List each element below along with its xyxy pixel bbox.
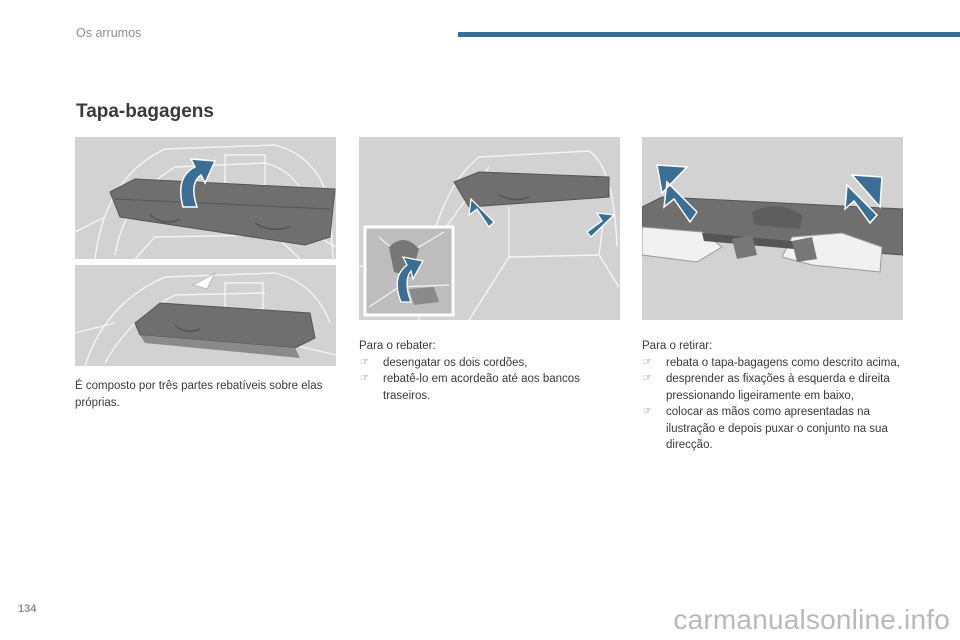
watermark: carmanualsonline.info (673, 604, 950, 635)
caption-remove (642, 338, 907, 454)
hand-pointer-icon: ☞ (360, 373, 369, 384)
hand-pointer-icon: ☞ (643, 373, 652, 384)
list-item: ☞ desengatar os dois cordões, (359, 355, 621, 372)
hand-pointer-icon: ☞ (643, 406, 652, 417)
list-item: ☞ desprender as fixações à esquerda e direita pressionando ligeiramente em baixo, (643, 373, 890, 402)
caption-fold (359, 338, 621, 404)
figure-remove-shelf (642, 137, 903, 320)
hand-pointer-icon: ☞ (643, 356, 652, 368)
figure-parcel-shelf-folding (75, 263, 336, 366)
header-rule (458, 32, 960, 37)
page-title: Tapa-bagagens (76, 101, 214, 122)
figure-disengage-cords (359, 137, 620, 320)
list-item: ☞ rebata o tapa-bagagens como descrito acima, (642, 355, 907, 372)
fold-steps (359, 355, 621, 405)
caption-composition (75, 378, 335, 411)
list-item: ☞ colocar as mãos como apresentadas na ilustração e depois puxar o conjunto na sua direcção. (643, 406, 888, 451)
remove-intro: Para o retirar: (642, 340, 713, 352)
composition-text: É composto por três partes rebatíveis sobre elas próprias. (75, 380, 323, 409)
list-item: ☞ rebatê-lo em acordeão até aos bancos traseiros. (360, 373, 580, 402)
page-number: 134 (18, 603, 37, 615)
figure-parcel-shelf-folded-up (75, 137, 336, 259)
fold-intro: Para o rebater: (359, 340, 436, 352)
section-label: Os arrumos (76, 26, 142, 40)
remove-steps (642, 355, 907, 454)
hand-pointer-icon: ☞ (360, 356, 369, 368)
